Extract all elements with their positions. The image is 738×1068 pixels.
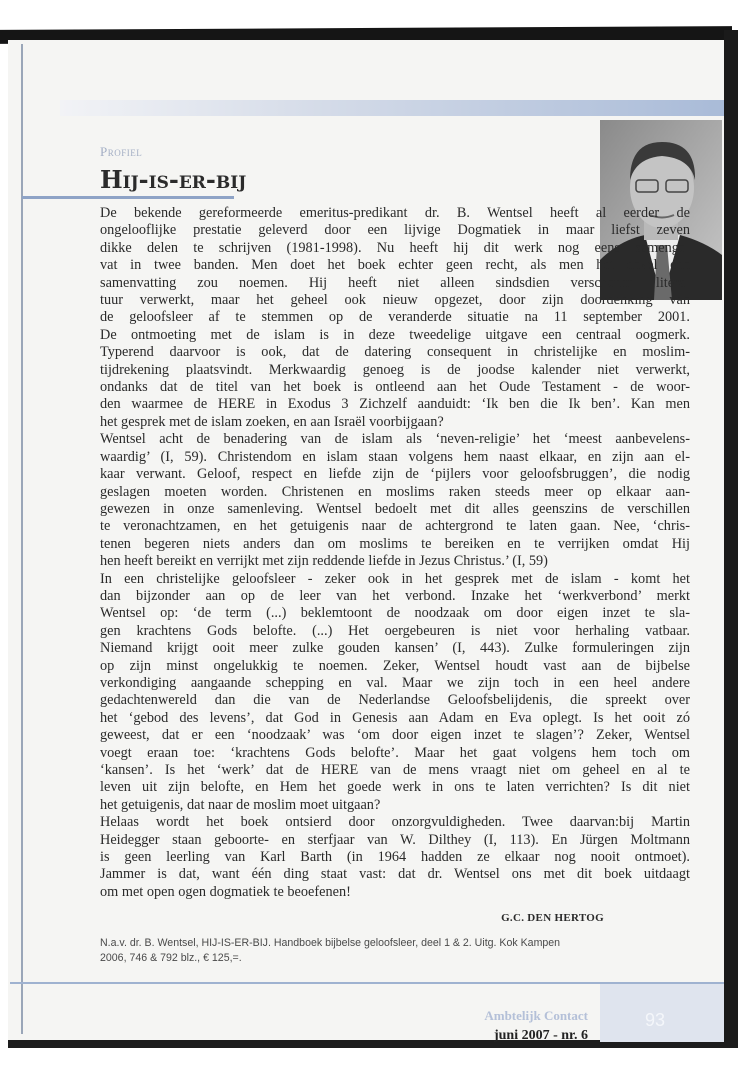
text-line: De bekende gereformeerde emeritus-predikant dr. B. Wentsel heeft al eerder de xyxy=(100,205,690,221)
text-line: ‘kansen’. Is het ‘werk’ dat de HERE van de mens vraagt niet om geheel en al te xyxy=(100,762,690,778)
page-number: 93 xyxy=(645,1010,666,1030)
book-reference-line: N.a.v. dr. B. Wentsel, HIJ-IS-ER-BIJ. Handboek bijbelse geloofsleer, deel 1 & 2. Uitg. Kok Kampen xyxy=(100,937,561,949)
header-band xyxy=(60,100,724,116)
book-reference-line: 2006, 746 & 792 blz., € 125,=. xyxy=(100,952,242,964)
text-line: dan bijzonder aan op de leer van het verbond. Inzake het ‘werkverbond’ merkt xyxy=(100,587,690,604)
paragraph xyxy=(100,205,690,431)
text-line: gedachtenwereld dan die van de Nederlandse Geloofsbelijdenis, die spreekt over xyxy=(100,692,690,709)
scan-edge-right xyxy=(724,30,738,1048)
magazine-name: Ambtelijk Contact xyxy=(484,1008,588,1023)
text-line: het ‘gebod des levens’, dat God in Genesis aan Adam en Eva oplegt. Is het ooit zó xyxy=(100,709,690,726)
text-line: dikke delen te schrijven (1981-1998). Nu heeft hij dit werk nog eens samenge- xyxy=(100,239,690,256)
text-line: om met open ogen dogmatiek te beoefenen! xyxy=(100,883,351,900)
text-line: hen heeft bereikt en verrijkt met zijn reddende liefde in Jezus Christus.’ (I, 59) xyxy=(100,553,548,570)
text-line: gen krachtens Gods belofte. (...) Het oergebeuren is niet voor herhaling vatbaar. xyxy=(100,622,690,639)
text-line: op zijn minst ongelukkig te noemen. Zeker, Wentsel houdt vast aan de bijbelse xyxy=(100,657,690,674)
text-line: den waarmee de HERE in Exodus 3 Zichzelf aanduidt: ‘Ik ben die Ik ben’. Kan men xyxy=(100,396,690,413)
text-line: In een christelijke geloofsleer - zeker ook in het gesprek met de islam - komt het xyxy=(100,570,690,587)
text-line: tenen begeren niets anders dan om moslims te bereiken en te verrijken omdat Hij xyxy=(100,535,690,552)
article-body xyxy=(100,205,690,901)
text-line: Typerend daarvoor is ook, dat de datering consequent in christelijke en moslim- xyxy=(100,344,690,361)
text-line: samenvatting zou noemen. Hij heeft niet alleen sindsdien verschenen litera- xyxy=(100,274,690,291)
text-line: leven uit zijn belofte, en Hem het goede werk in ons te laten verrichten? Is dit niet xyxy=(100,779,690,796)
text-line: voegt eraan toe: ‘krachtens Gods belofte’. Maar het gaat volgens hem toch om xyxy=(100,744,690,761)
margin-rule xyxy=(21,44,23,1034)
text-line: het getuigenis, dat naar de moslim moet uitgaan? xyxy=(100,796,381,813)
text-line: geweest, dat er een ‘noodzaak’ was ‘om door eigen inzet te slagen’? Zeker, Wentsel xyxy=(100,727,690,744)
section-label: Profiel xyxy=(100,144,143,159)
issue-label: juni 2007 - nr. 6 xyxy=(493,1028,588,1043)
text-line: tuur verwerkt, maar het geheel ook nieuw opgezet, door zijn doordenking van xyxy=(100,292,690,309)
text-line: het gesprek met de islam zoeken, en aan Israël voorbijgaan? xyxy=(100,413,444,430)
text-line: te veronachtzamen, en het getuigenis naar de achtergrond te laten gaan. Nee, ‘chris- xyxy=(100,518,690,535)
text-line: De ontmoeting met de islam is in deze tweedelige uitgave een centraal oogmerk. xyxy=(100,326,690,343)
text-line: Wentsel op: ‘de term (...) beklemtoont de noodzaak om door eigen inzet te sla- xyxy=(100,605,690,622)
paragraph xyxy=(100,431,690,570)
text-line: Jammer is dat, want één ding staat vast: dat dr. Wentsel ons met dit boek uitdaagt xyxy=(100,866,690,883)
text-line: is geen leerling van Karl Barth (in 1964 hadden ze elkaar nog nooit ontmoet). xyxy=(100,849,690,866)
text-line: Helaas wordt het boek ontsierd door onzorgvuldigheden. Twee daarvan:bij Martin xyxy=(100,814,690,831)
text-line: de geloofsleer af te stemmen op de veranderde situatie na 11 september 2001. xyxy=(100,309,690,326)
author-signature: G.C. DEN HERTOG xyxy=(501,912,604,924)
text-line: gewezen in onze samenleving. Wentsel bedoelt met dit alles geenszins de verschillen xyxy=(100,500,690,517)
paragraph xyxy=(100,814,690,901)
text-line: Wentsel acht de benadering van de islam als ‘neven-religie’ het ‘meest aanbevelens- xyxy=(100,431,690,448)
text-line: kaar verwant. Geloof, respect en liefde zijn de ‘pijlers voor geloofsbruggen’, die nodig xyxy=(100,466,690,483)
article-title: Hij-is-er-bij xyxy=(100,165,247,194)
text-line: geslagen moeten worden. Christenen en moslims raken steeds meer op elkaar aan- xyxy=(100,483,690,500)
text-line: tijdrekening plaatsvindt. Merkwaardig genoeg is de joodse kalender niet verwerkt, xyxy=(100,361,690,378)
text-line: Heidegger staan geboorte- en sterfjaar van W. Dilthey (I, 113). En Jürgen Moltmann xyxy=(100,831,690,848)
text-line: vat in twee banden. Men doet het boek echter geen recht, als men het enkel een xyxy=(100,257,690,274)
text-line: waardig’ (I, 59). Christendom en islam staan volgens hem naast elkaar, en zijn aan el- xyxy=(100,448,690,465)
book-reference xyxy=(100,936,695,966)
title-underline xyxy=(22,196,234,199)
text-line: verkondiging aangaande schepping en val. Maar we zijn toch in een heel andere xyxy=(100,674,690,691)
text-line: Niemand krijgt ooit meer zulke gouden kansen’ (I, 443). Zulke formuleringen zijn xyxy=(100,640,690,657)
paragraph xyxy=(100,571,690,815)
text-line: ongelooflijke prestatie geleverd door een lijvige Dogmatiek in maar liefst zeven xyxy=(100,222,690,239)
text-line: ondanks dat de titel van het boek is ontleend aan het Oude Testament - de woor- xyxy=(100,379,690,396)
